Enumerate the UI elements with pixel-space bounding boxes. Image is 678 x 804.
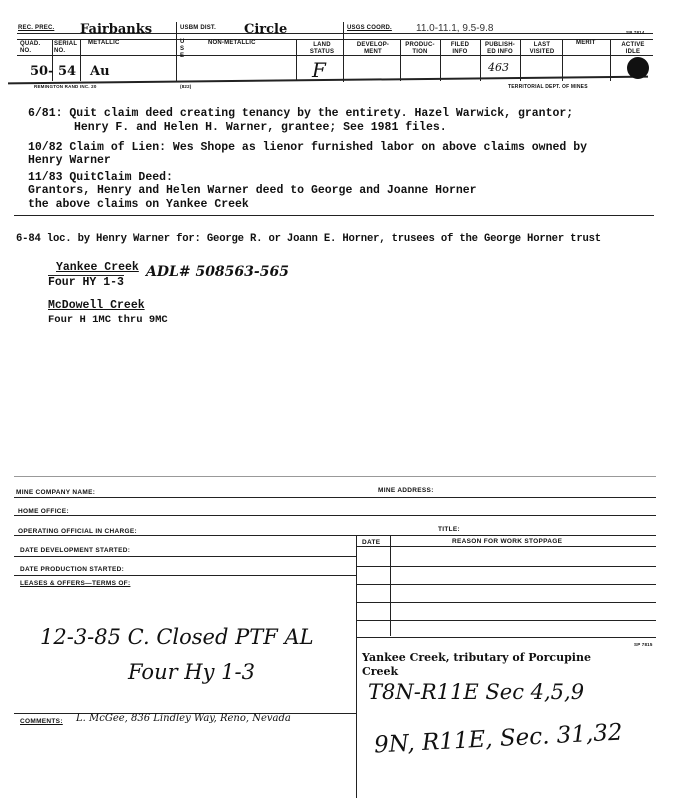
reason-stoppage-label: REASON FOR WORK STOPPAGE bbox=[452, 538, 563, 545]
title-label: TITLE: bbox=[438, 526, 461, 533]
col-serial-no: SERIAL NO. bbox=[54, 41, 78, 54]
closed-note-line-1: 12-3-85 C. Closed PTF AL bbox=[40, 625, 314, 649]
entry-1-line-2: Henry F. and Helen H. Warner, grantee; See 1981 files. bbox=[74, 121, 447, 134]
operating-official-label: OPERATING OFFICIAL IN CHARGE: bbox=[18, 528, 137, 535]
usgs-coord-label: USGS COORD. bbox=[347, 25, 392, 31]
col-development: DEVELOP-MENT bbox=[356, 42, 390, 55]
col-metallic: METALLIC bbox=[88, 40, 120, 46]
location-text-2: Creek bbox=[362, 665, 399, 678]
claim-1-desc: Four HY 1-3 bbox=[48, 276, 124, 289]
col-filed-info: FILED INFO bbox=[450, 42, 470, 55]
col-land-status: LAND STATUS bbox=[309, 42, 335, 55]
metallic-value: Au bbox=[90, 64, 110, 79]
date-production-label: DATE PRODUCTION STARTED: bbox=[20, 566, 125, 573]
entry-2-line-2: Henry Warner bbox=[28, 154, 111, 167]
entry-3-line-3: the above claims on Yankee Creek bbox=[28, 198, 249, 211]
claim-1-name: Yankee Creek bbox=[56, 261, 139, 274]
date-column-label: DATE bbox=[362, 539, 381, 546]
comments-label: COMMENTS: bbox=[20, 718, 63, 725]
active-idle-dot bbox=[627, 57, 649, 79]
entry-1-line-1: 6/81: Quit claim deed creating tenancy by the entirety. Hazel Warwick, grantor; bbox=[28, 107, 574, 120]
home-office-label: HOME OFFICE: bbox=[18, 508, 69, 515]
col-production: PRODUC-TION bbox=[405, 42, 435, 55]
col-use: U S E bbox=[180, 39, 185, 59]
col-merit: MERIT bbox=[576, 40, 596, 46]
claim-1-adl-handwritten: ADL# 508563-565 bbox=[146, 264, 289, 280]
location-township-1: T8N-R11E Sec 4,5,9 bbox=[368, 680, 585, 704]
printer-code: (822) bbox=[180, 84, 192, 89]
claim-2-name: McDowell Creek bbox=[48, 299, 145, 312]
mine-address-label: MINE ADDRESS: bbox=[378, 487, 434, 494]
col-published-info: PUBLISH-ED INFO bbox=[485, 42, 515, 55]
claim-2-desc: Four H 1MC thru 9MC bbox=[48, 314, 168, 326]
comments-value: L. McGee, 836 Lindley Way, Reno, Nevada bbox=[76, 713, 291, 724]
rec-prec-value: Fairbanks bbox=[80, 22, 153, 37]
usgs-coord-value: 11.0-11.1, 9.5-9.8 bbox=[416, 23, 494, 34]
location-text-1: Yankee Creek, tributary of Porcupine bbox=[362, 651, 591, 664]
col-last-visited: LAST VISITED bbox=[529, 42, 555, 55]
published-value: 463 bbox=[488, 61, 509, 74]
mine-company-name-label: MINE COMPANY NAME: bbox=[16, 489, 96, 496]
form-number: SP 7814 bbox=[626, 30, 645, 35]
date-development-label: DATE DEVELOPMENT STARTED: bbox=[20, 547, 131, 554]
territorial-dept: TERRITORIAL DEPT. OF MINES bbox=[508, 84, 588, 90]
location-form-number: SP 7815 bbox=[634, 642, 653, 647]
quad-serial-value: 50- 54 bbox=[30, 64, 77, 79]
land-status-value: F bbox=[312, 58, 326, 82]
usbm-dist-value: Circle bbox=[244, 22, 288, 37]
col-quad-no: QUAD. NO. bbox=[20, 41, 41, 54]
closed-note-line-2: Four Hy 1-3 bbox=[128, 660, 255, 684]
entry-4-line-1: 6-84 loc. by Henry Warner for: George R. or Joann E. Horner, trusees of the George Horner trust bbox=[16, 233, 601, 245]
entry-3-line-2: Grantors, Henry and Helen Warner deed to George and Joanne Horner bbox=[28, 184, 477, 197]
col-active-idle: ACTIVE IDLE bbox=[621, 42, 645, 55]
leases-offers-label: LEASES & OFFERS—TERMS OF: bbox=[20, 580, 131, 587]
col-nonmetallic: NON-METALLIC bbox=[208, 40, 256, 46]
usbm-dist-label: USBM DIST. bbox=[180, 25, 217, 31]
rec-prec-label: REC. PREC. bbox=[18, 25, 55, 31]
location-line-1 bbox=[362, 651, 654, 679]
location-township-2: 9N, R11E, Sec. 31,32 bbox=[373, 719, 624, 759]
printer-note: REMINGTON RAND INC. 20 bbox=[34, 84, 97, 89]
entry-2-line-1: 10/82 Claim of Lien: Wes Shope as lienor furnished labor on above claims owned by bbox=[28, 141, 587, 154]
entry-3-line-1: 11/83 QuitClaim Deed: bbox=[28, 171, 173, 184]
